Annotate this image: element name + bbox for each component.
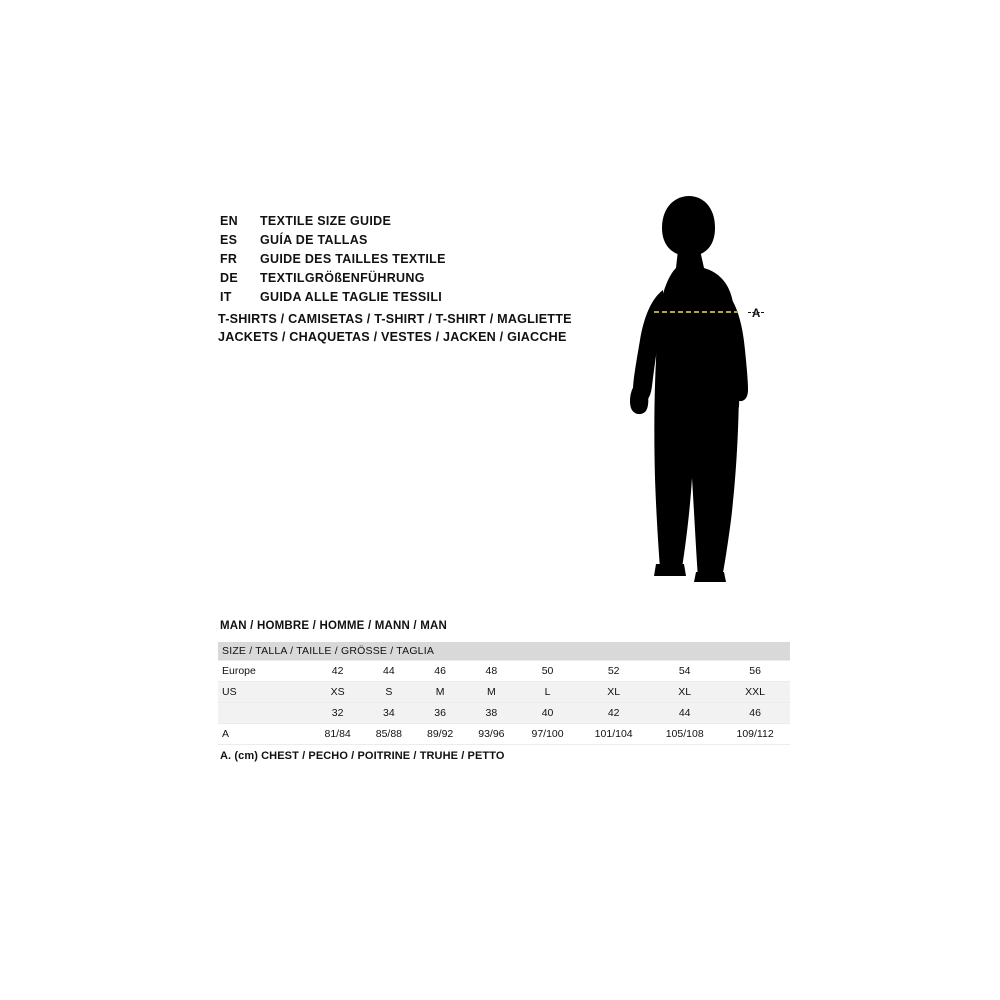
table-title-man: MAN / HOMBRE / HOMME / MANN / MAN: [220, 620, 448, 632]
measure-label-a: A: [752, 308, 761, 320]
size-table: [218, 642, 790, 745]
garment-categories: [218, 310, 572, 346]
table-cell: 46: [720, 703, 790, 724]
language-text: GUIDE DES TAILLES TEXTILE: [260, 252, 446, 266]
table-cell: 42: [578, 703, 649, 724]
row-label: Europe: [218, 661, 312, 682]
table-cell: S: [363, 682, 414, 703]
table-cell: 42: [312, 661, 363, 682]
table-cell: XL: [649, 682, 720, 703]
table-cell: 52: [578, 661, 649, 682]
category-line-jackets: JACKETS / CHAQUETAS / VESTES / JACKEN / GIACCHE: [218, 330, 567, 344]
table-cell: 46: [415, 661, 466, 682]
table-cell: 93/96: [466, 724, 517, 745]
table-cell: 109/112: [720, 724, 790, 745]
language-row: [220, 233, 640, 252]
table-cell: XXL: [720, 682, 790, 703]
table-cell: 101/104: [578, 724, 649, 745]
language-code: IT: [220, 290, 232, 304]
table-cell: M: [466, 682, 517, 703]
table-cell: 54: [649, 661, 720, 682]
table-row: [218, 724, 790, 745]
language-text: GUÍA DE TALLAS: [260, 233, 368, 247]
table-cell: 89/92: [415, 724, 466, 745]
table-header-row: [218, 642, 790, 661]
table-cell: 105/108: [649, 724, 720, 745]
table-cell: M: [415, 682, 466, 703]
table-cell: XL: [578, 682, 649, 703]
language-code: ES: [220, 233, 238, 247]
table-cell: 32: [312, 703, 363, 724]
table-cell: 48: [466, 661, 517, 682]
table-row: [218, 703, 790, 724]
man-silhouette-illustration: [600, 190, 800, 610]
table-cell: 97/100: [517, 724, 578, 745]
language-row: [220, 214, 640, 233]
table-cell: 38: [466, 703, 517, 724]
category-line-tshirts: T-SHIRTS / CAMISETAS / T-SHIRT / T-SHIRT / MAGLIETTE: [218, 312, 572, 326]
language-code: EN: [220, 214, 238, 228]
language-row: [220, 290, 640, 309]
language-text: TEXTILGRÖßENFÜHRUNG: [260, 271, 425, 285]
table-cell: 36: [415, 703, 466, 724]
language-text: GUIDA ALLE TAGLIE TESSILI: [260, 290, 443, 304]
row-label: A: [218, 724, 312, 745]
row-label: US: [218, 682, 312, 703]
table-cell: 44: [363, 661, 414, 682]
language-text: TEXTILE SIZE GUIDE: [260, 214, 392, 228]
table-cell: XS: [312, 682, 363, 703]
table-row: [218, 661, 790, 682]
table-cell: 81/84: [312, 724, 363, 745]
table-header-label: SIZE / TALLA / TAILLE / GRÖSSE / TAGLIA: [218, 642, 790, 661]
language-list: [220, 214, 640, 309]
language-row: [220, 271, 640, 290]
table-cell: 34: [363, 703, 414, 724]
table-cell: 40: [517, 703, 578, 724]
table-cell: L: [517, 682, 578, 703]
table-cell: 44: [649, 703, 720, 724]
language-code: DE: [220, 271, 238, 285]
table-row: [218, 682, 790, 703]
table-cell: 85/88: [363, 724, 414, 745]
table-cell: 50: [517, 661, 578, 682]
table-footnote: A. (cm) CHEST / PECHO / POITRINE / TRUHE / PETTO: [220, 750, 505, 762]
row-label: [218, 703, 312, 724]
table-cell: 56: [720, 661, 790, 682]
language-row: [220, 252, 640, 271]
language-code: FR: [220, 252, 238, 266]
